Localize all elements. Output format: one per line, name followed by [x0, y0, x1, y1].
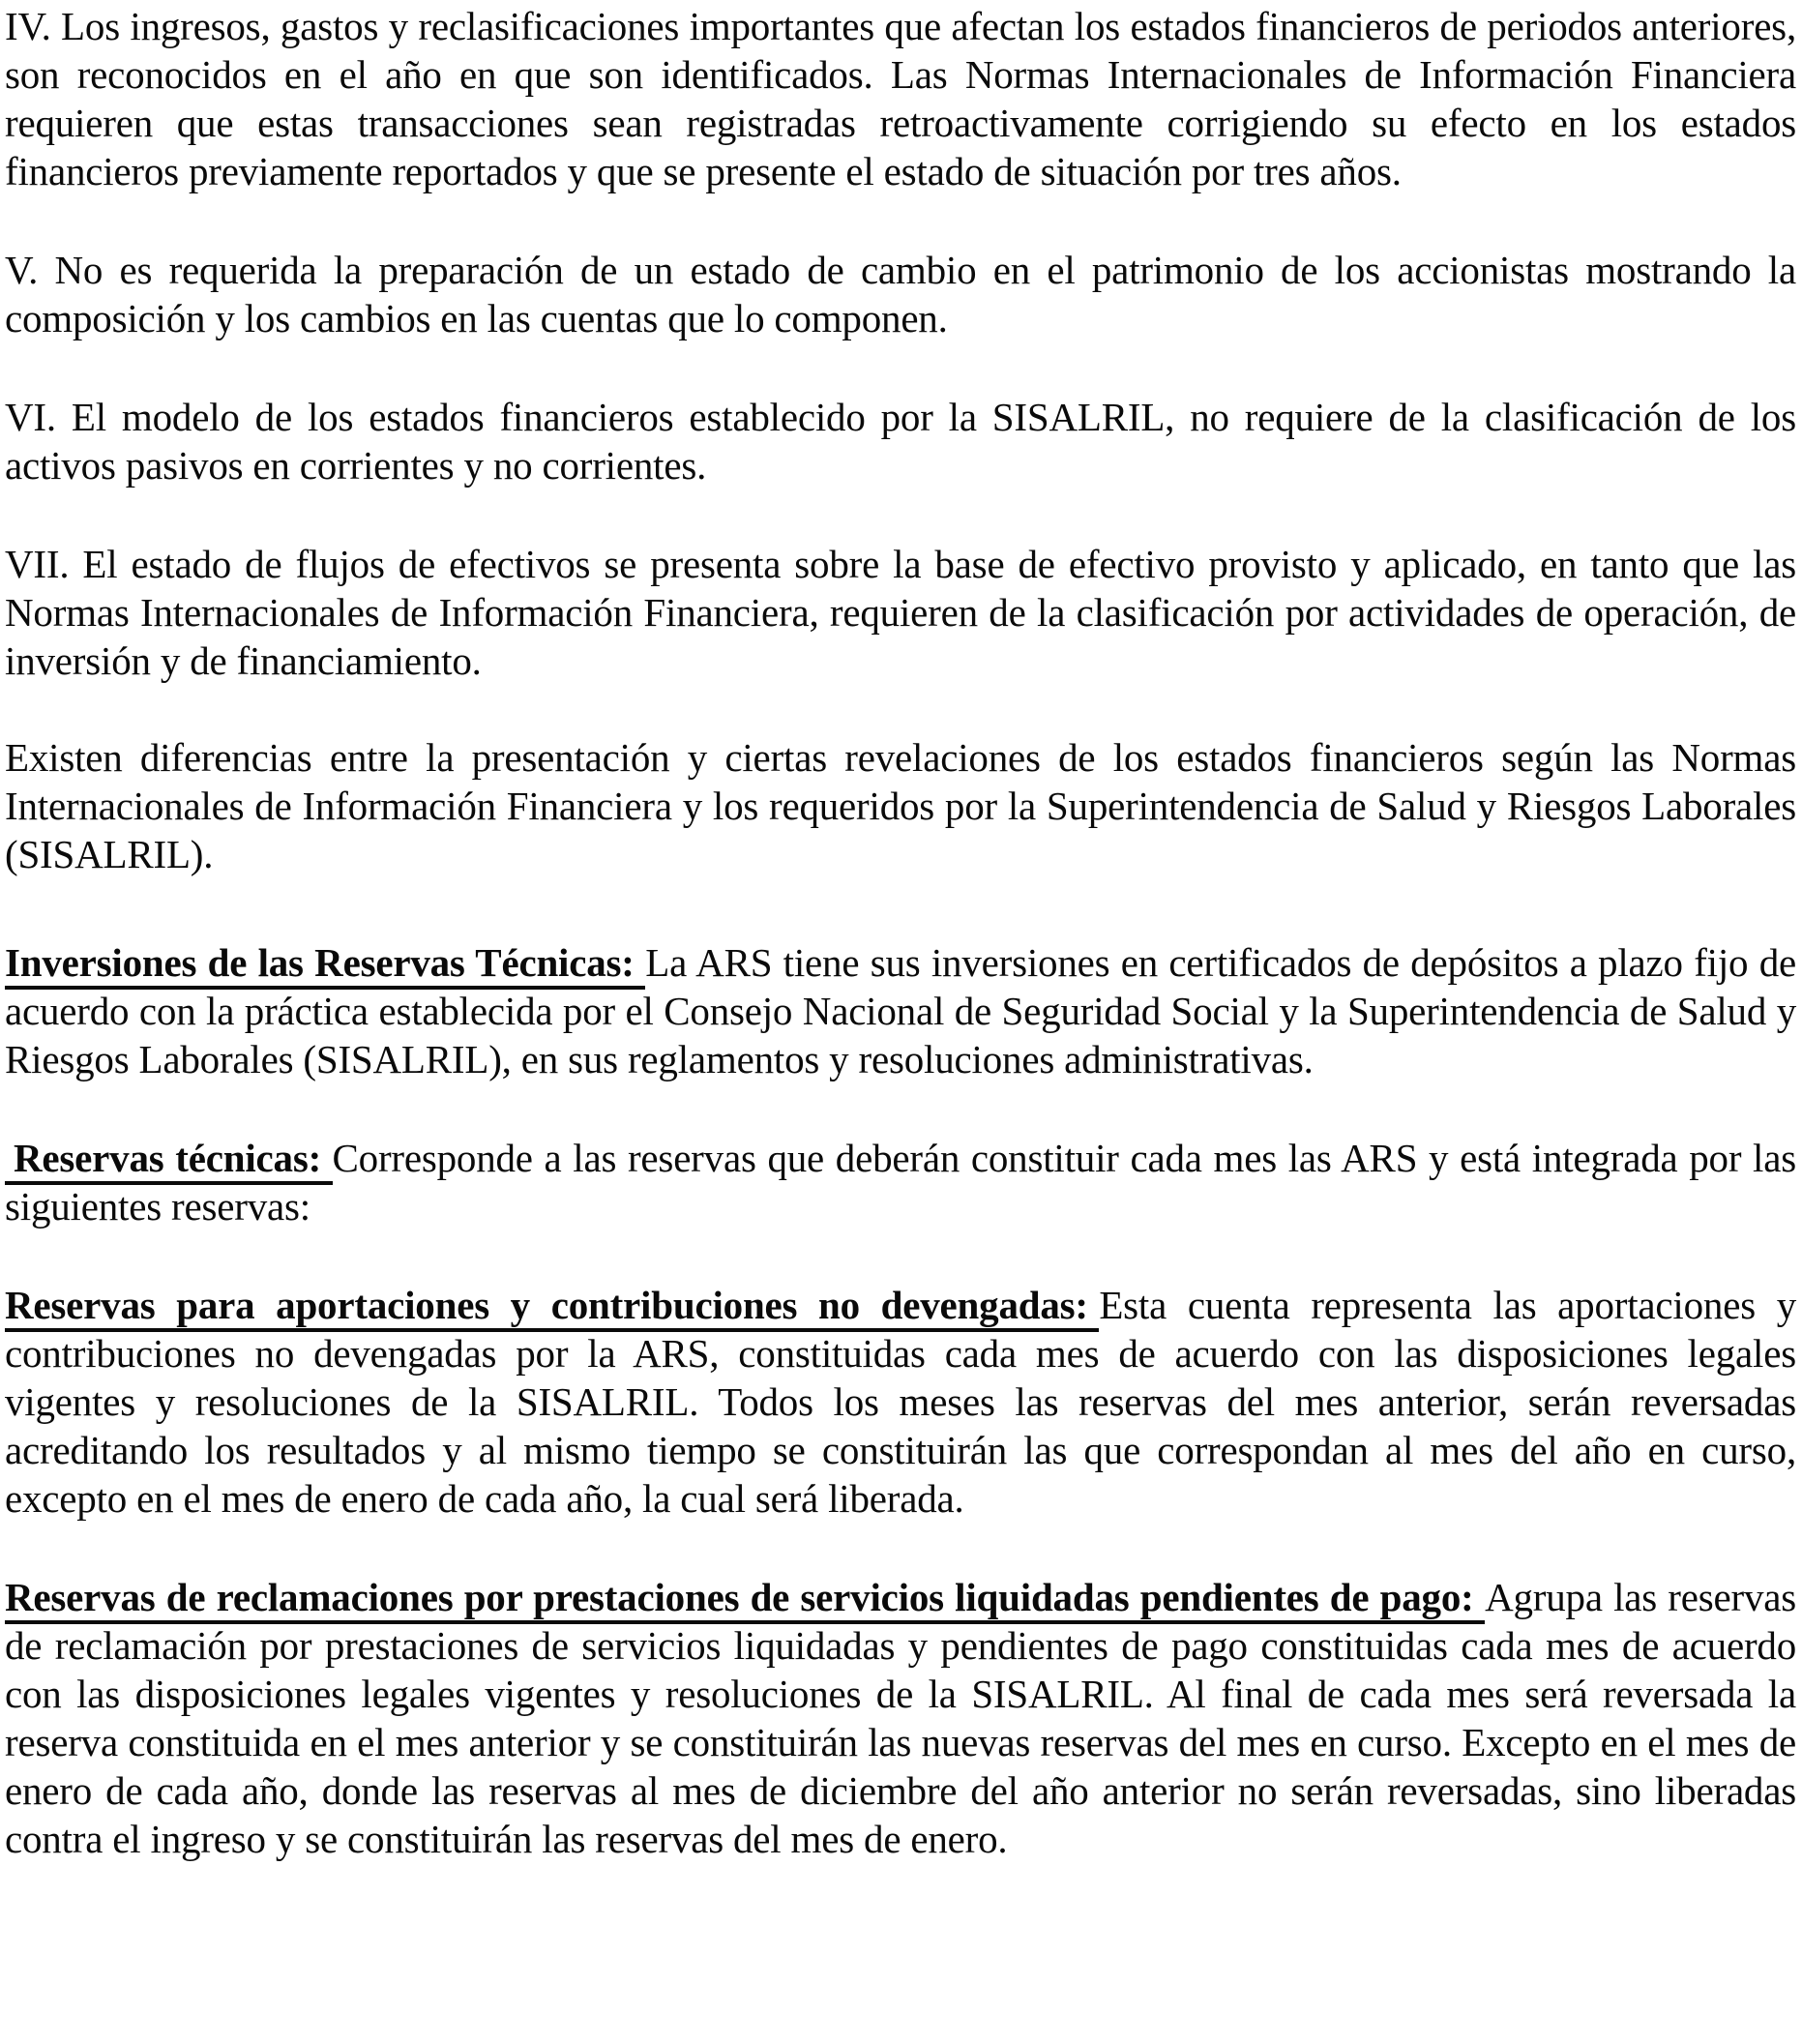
paragraph-text: VII. El estado de flujos de efectivos se presenta sobre la base de efectivo provisto y aplicado, en tanto que las Normas Internacionales de Información Financiera, requieren de la clasificación por actividades de operación, de inversión y de financiamiento.: [5, 542, 1796, 683]
paragraph-reservas-reclamaciones-pendientes-pago: [5, 1573, 1796, 1863]
paragraph-differences-note: [5, 733, 1796, 878]
paragraph-text: V. No es requerida la preparación de un estado de cambio en el patrimonio de los accionistas mostrando la composición y los cambios en las cuentas que lo componen.: [5, 248, 1796, 341]
paragraph-text: La ARS tiene sus inversiones en certificados de depósitos a plazo fijo de acuerdo con la práctica establecida por el Consejo Nacional de Seguridad Social y la Superintendencia de Salud y Riesgos Laborales (SISALRIL), en sus reglamentos y resoluciones administrativas.: [5, 940, 1796, 1081]
paragraph-text: VI. El modelo de los estados financieros establecido por la SISALRIL, no requiere de la clasificación de los activos pasivos en corrientes y no corrientes.: [5, 395, 1796, 488]
paragraph-text: Existen diferencias entre la presentación y ciertas revelaciones de los estados financieros según las Normas Internacionales de Información Financiera y los requeridos por la Superintendencia de Salud y Riesgos Laborales (SISALRIL).: [5, 735, 1796, 876]
heading-reservas-aportaciones-no-devengadas: Reservas para aportaciones y contribuciones no devengadas:: [5, 1283, 1099, 1332]
paragraph-reservas-aportaciones-no-devengadas: [5, 1281, 1796, 1523]
heading-inversiones-reservas-tecnicas: Inversiones de las Reservas Técnicas:: [5, 940, 645, 990]
paragraph-reservas-tecnicas: [5, 1134, 1796, 1230]
paragraph-item-vi: [5, 393, 1796, 489]
document-body: [5, 2, 1796, 1863]
paragraph-text: Esta cuenta representa las aportaciones y contribuciones no devengadas por la ARS, constituidas cada mes de acuerdo con las disposiciones legales vigentes y resoluciones de la SISALRIL. Todos los meses las reservas del mes anterior, serán reversadas acreditando los resultados y al mismo tiempo se constituirán las que correspondan al mes del año en curso, excepto en el mes de enero de cada año, la cual será liberada.: [5, 1283, 1796, 1521]
paragraph-item-vii: [5, 540, 1796, 685]
paragraph-item-iv: [5, 2, 1796, 195]
paragraph-item-v: [5, 246, 1796, 342]
heading-reservas-tecnicas: Reservas técnicas:: [5, 1136, 333, 1185]
paragraph-text: Corresponde a las reservas que deberán constituir cada mes las ARS y está integrada por las siguientes reservas:: [5, 1136, 1796, 1229]
paragraph-inversiones-reservas-tecnicas: [5, 938, 1796, 1083]
heading-reservas-reclamaciones-pendientes-pago: Reservas de reclamaciones por prestaciones de servicios liquidadas pendientes de pago:: [5, 1575, 1485, 1624]
paragraph-text: Agrupa las reservas de reclamación por prestaciones de servicios liquidadas y pendientes de pago constituidas cada mes de acuerdo con las disposiciones legales vigentes y resoluciones de la SISALRIL. Al final de cada mes será reversada la reserva constituida en el mes anterior y se constituirán las nuevas reservas del mes en curso. Excepto en el mes de enero de cada año, donde las reservas al mes de diciembre del año anterior no serán reversadas, sino liberadas contra el ingreso y se constituirán las reservas del mes de enero.: [5, 1575, 1797, 1861]
paragraph-text: IV. Los ingresos, gastos y reclasificaciones importantes que afectan los estados financieros de periodos anteriores, son reconocidos en el año en que son identificados. Las Normas Internacionales de Información Financiera requieren que estas transacciones sean registradas retroactivamente corrigiendo su efecto en los estados financieros previamente reportados y que se presente el estado de situación por tres años.: [5, 4, 1796, 193]
